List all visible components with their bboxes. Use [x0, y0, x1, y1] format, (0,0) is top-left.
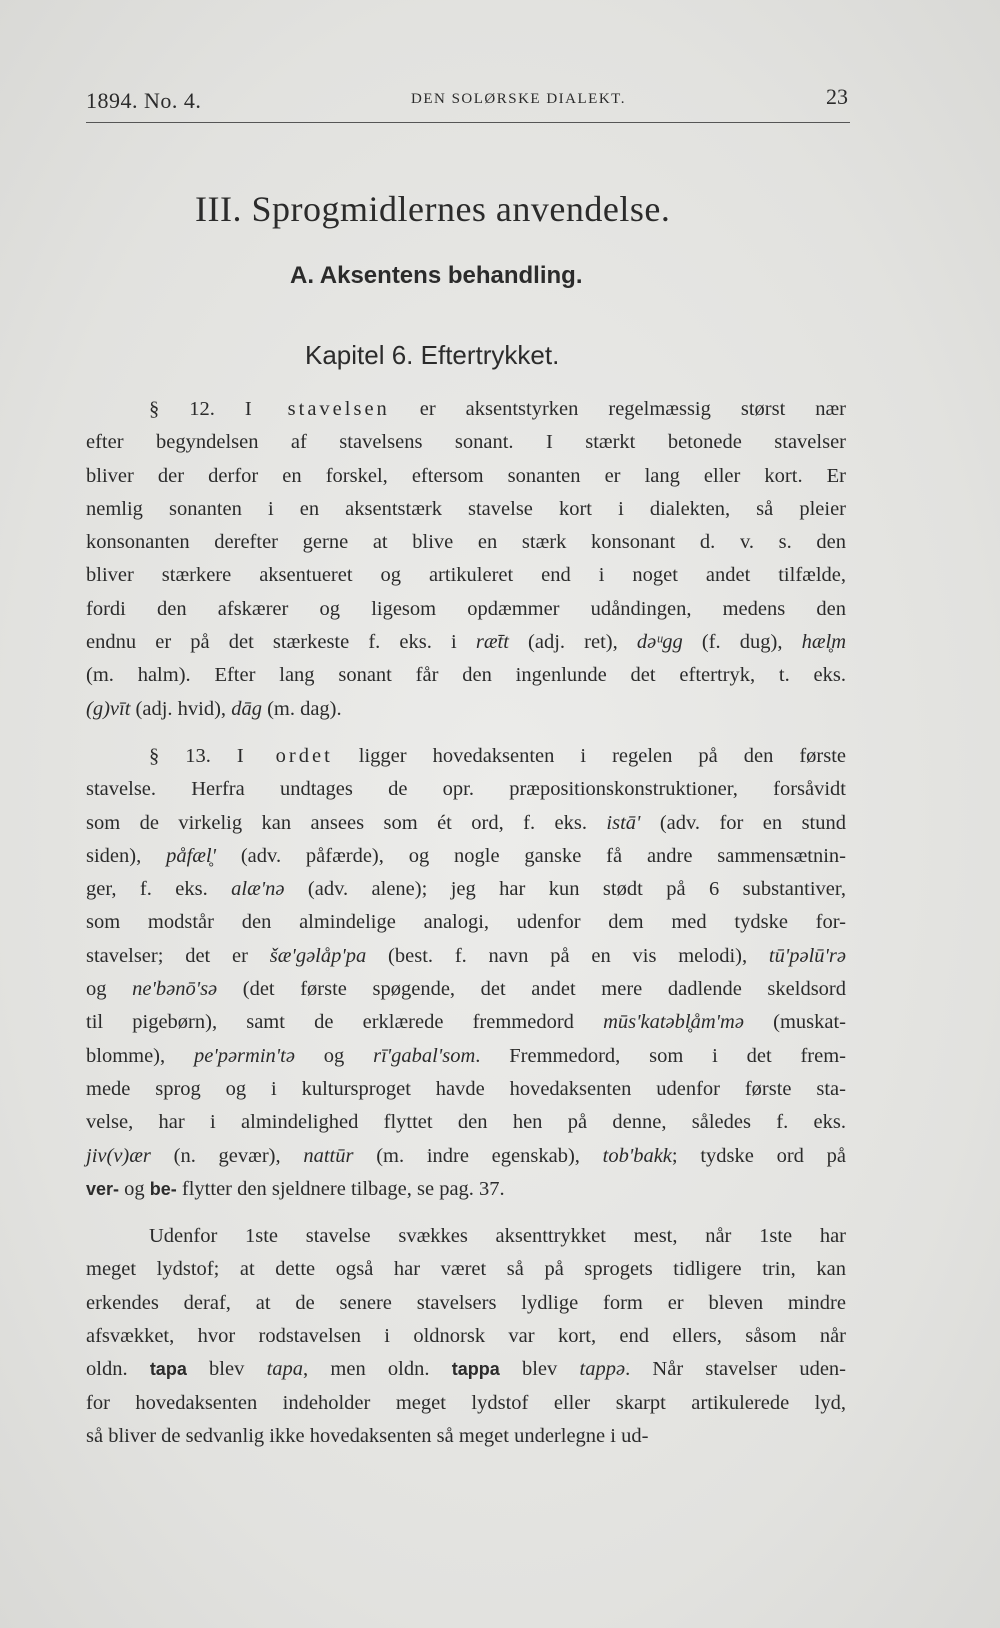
text-line	[86, 426, 846, 459]
text-run: (m. dag).	[261, 697, 342, 720]
text-run: afsvækket, hvor rodstavelsen i oldnorsk var kort, end ellers, såsom når	[86, 1325, 846, 1348]
text-run: fordi den afskærer og ligesom opdæmmer udåndingen, medens den	[86, 597, 846, 620]
text-line	[86, 526, 846, 559]
old-norse-word: ver-	[86, 1178, 120, 1199]
text-run: og	[86, 978, 133, 1001]
text-line	[86, 906, 846, 939]
text-run: (adj. ret),	[508, 631, 637, 654]
text-run: erkendes deraf, at de senere stavelsers lydlige form er bleven mindre	[86, 1291, 846, 1314]
old-norse-word: tappa	[451, 1359, 500, 1380]
text-run: konsonanten derefter gerne at blive en stærk konsonant d. v. s. den	[86, 531, 846, 554]
text-run: (det første spøgende, det andet mere dadlende skeldsord	[217, 978, 847, 1001]
text-line	[86, 460, 846, 493]
text-run: oldn.	[86, 1358, 150, 1381]
dialect-word: tob'bakk	[602, 1144, 672, 1167]
text-run: (m. halm). Efter lang sonant får den ingenlunde det eftertryk, t. eks.	[86, 664, 846, 687]
text-line	[86, 1140, 846, 1173]
text-run: . Fremmedord, som i det frem-	[475, 1044, 846, 1067]
chapter-title: III. Sprogmidlernes anvendelse.	[195, 189, 671, 229]
spaced-text: I ordet	[236, 744, 333, 767]
text-run: blev	[186, 1358, 267, 1381]
text-run: siden),	[86, 844, 167, 867]
text-line	[86, 393, 846, 426]
running-title: DEN SOLØRSKE DIALEKT.	[411, 91, 626, 107]
text-line	[86, 1253, 846, 1286]
text-run: stavelser; det er	[86, 944, 270, 967]
text-line	[86, 659, 846, 692]
text-run: velse, har i almindelighed flyttet den hen på denne, således f. eks.	[86, 1111, 846, 1134]
paragraph-gap	[86, 726, 846, 740]
text-run: . Når stavelser uden-	[625, 1358, 847, 1381]
text-line	[86, 593, 846, 626]
text-run: stavelse. Herfra undtages de opr. præpositionskonstruktioner, forsåvidt	[86, 778, 846, 801]
dialect-word: rī'gabal'som	[373, 1044, 476, 1067]
text-line	[86, 1287, 846, 1320]
dialect-word: istā'	[606, 811, 641, 834]
dialect-word: dəᵘgg	[636, 631, 683, 654]
text-line	[86, 840, 846, 873]
text-line	[86, 807, 846, 840]
text-line	[86, 559, 846, 592]
text-line	[86, 693, 846, 726]
text-run: bliver stærkere aksentueret og artikuleret end i noget andet tilfælde,	[86, 564, 846, 587]
text-line	[86, 1220, 846, 1253]
text-run: så bliver de sedvanlig ikke hovedaksenten så meget underlegne i ud-	[86, 1424, 649, 1447]
text-line	[86, 973, 846, 1006]
text-run: (adv. alene); jeg har kun stødt på 6 substantiver,	[284, 878, 846, 901]
text-line	[86, 1106, 846, 1139]
text-line	[86, 1073, 846, 1106]
text-run: bliver der derfor en forskel, eftersom sonanten er lang eller kort. Er	[86, 464, 846, 487]
paragraph-14	[86, 1220, 846, 1453]
paragraph-12	[86, 393, 846, 726]
journal-issue: 1894. No. 4.	[86, 88, 202, 113]
body-text	[86, 393, 846, 1453]
text-line	[86, 1006, 846, 1039]
text-line	[86, 740, 846, 773]
dialect-word: (g)vīt	[86, 697, 131, 720]
text-run: (adv. for en stund	[640, 811, 846, 834]
paragraph-gap	[86, 1206, 846, 1220]
text-run: flytter den sjeldnere tilbage, se pag. 37.	[176, 1177, 505, 1200]
text-line	[86, 1353, 846, 1386]
text-run: , men oldn.	[303, 1358, 452, 1381]
kapitel-title: Kapitel 6. Eftertrykket.	[305, 340, 560, 370]
spaced-text: I stavelsen	[244, 398, 390, 420]
text-run: som modstår den almindelige analogi, udenfor dem med tydske for-	[86, 911, 846, 934]
text-run: efter begyndelsen af stavelsens sonant. I stærkt betonede stavelser	[86, 431, 846, 454]
running-header	[86, 84, 850, 123]
text-run: som de virkelig kan ansees som ét ord, f. eks.	[86, 811, 607, 834]
text-run: for hovedaksenten indeholder meget lydstof eller skarpt artikulerede lyd,	[86, 1391, 846, 1414]
paragraph-13	[86, 740, 846, 1206]
old-norse-word: tapa	[149, 1359, 187, 1380]
text-run: og	[294, 1044, 374, 1067]
text-run: og	[119, 1177, 150, 1200]
dialect-word: dāg	[231, 697, 262, 720]
text-run: nemlig sonanten i en aksentstærk stavelse kort i dialekten, så pleier	[86, 497, 846, 520]
text-run: (adv. påfærde), og nogle ganske få andre sammensætnin-	[216, 844, 846, 867]
text-line	[86, 1173, 846, 1206]
text-line	[86, 626, 846, 659]
text-line	[86, 773, 846, 806]
text-run: til pigebørn), samt de erklærede fremmedord	[86, 1011, 604, 1034]
text-run: (m. indre egenskab),	[353, 1144, 603, 1167]
page-number: 23	[826, 84, 848, 109]
dialect-word: pe'pərmin'tə	[193, 1044, 295, 1067]
text-line	[86, 1320, 846, 1353]
text-run: meget lydstof; at dette også har været så på sprogets tidligere trin, kan	[86, 1258, 846, 1281]
dialect-word: hæl̥m	[801, 631, 847, 654]
text-line	[86, 1387, 846, 1420]
text-run: mede sprog og i kultursproget havde hovedaksenten udenfor første sta-	[86, 1077, 846, 1100]
dialect-word: ne'bənō'sə	[132, 978, 218, 1001]
text-run: ; tydske ord på	[671, 1144, 846, 1167]
text-run: blev	[499, 1358, 580, 1381]
dialect-word: šæ'gəlåp'pa	[269, 944, 367, 967]
text-run: (best. f. navn på en vis melodi),	[366, 944, 769, 967]
text-run: endnu er på det stærkeste f. eks. i	[86, 631, 476, 654]
text-run: ligger hovedaksenten i regelen på den første	[332, 744, 846, 767]
text-line	[86, 1040, 846, 1073]
dialect-word: ræt̄t	[475, 631, 509, 654]
section-title: A. Aksentens behandling.	[290, 262, 583, 289]
text-line	[86, 493, 846, 526]
dialect-word: tū'pəlū'rə	[768, 944, 846, 967]
text-run: Udenfor 1ste stavelse svækkes aksenttrykket mest, når 1ste har	[149, 1225, 846, 1248]
text-line	[86, 940, 846, 973]
dialect-word: påfæl̥'	[166, 844, 217, 867]
dialect-word: jiv(v)ær	[86, 1144, 151, 1167]
text-run: (adj. hvid),	[130, 697, 232, 720]
text-run: (f. dug),	[682, 631, 802, 654]
dialect-word: mūs'katəbl̥åm'mə	[603, 1011, 744, 1034]
dialect-word: tapa	[266, 1358, 304, 1381]
text-line	[86, 873, 846, 906]
text-run: § 13.	[149, 744, 237, 767]
text-run: (n. gevær),	[150, 1144, 304, 1167]
text-run: blomme),	[86, 1044, 194, 1067]
text-run: ger, f. eks.	[86, 878, 232, 901]
text-run: § 12.	[149, 398, 245, 420]
dialect-word: alæ'nə	[231, 878, 285, 901]
text-run: (muskat-	[743, 1011, 846, 1034]
dialect-word: nattūr	[303, 1144, 354, 1167]
dialect-word: tappə	[579, 1358, 626, 1381]
old-norse-word: be-	[149, 1178, 177, 1199]
text-line	[86, 1420, 846, 1453]
text-run: er aksentstyrken regelmæssig størst nær	[389, 398, 846, 420]
